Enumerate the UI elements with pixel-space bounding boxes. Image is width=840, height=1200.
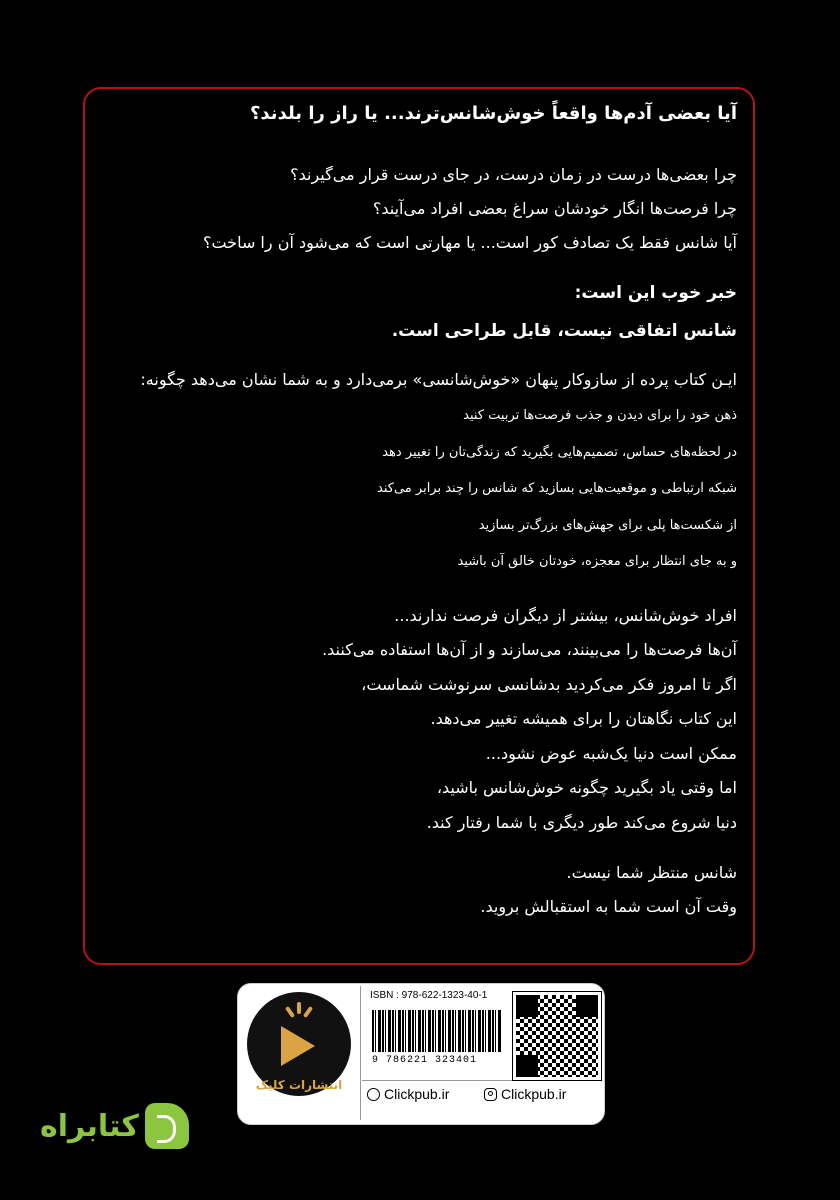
closing-line: شانس منتظر شما نیست.	[566, 863, 737, 882]
benefit-item: ذهن خود را برای دیدن و جذب فرصت‌ها تربیت کنید	[463, 408, 737, 423]
isbn: ISBN : 978-622-1323-40-1	[370, 990, 488, 1001]
question-list	[100, 158, 737, 260]
outro-line: دنیا شروع می‌کند طور دیگری با شما رفتار کند.	[426, 812, 737, 832]
outro-line: اما وقتی یاد بگیرید چگونه خوش‌شانس باشید،	[436, 778, 737, 797]
outro-line: آن‌ها فرصت‌ها را می‌بینند، می‌سازند و از آن‌ها استفاده می‌کنند.	[322, 640, 737, 659]
publisher-logo-text: انتشارات کلیک	[255, 1078, 343, 1092]
headline: آیا بعضی آدم‌ها واقعاً خوش‌شانس‌ترند... یا راز را بلدند؟	[249, 103, 737, 124]
instagram-link[interactable]	[484, 1086, 566, 1102]
ketabrah-text: کتابراه	[40, 1108, 139, 1144]
barcode-icon	[372, 1010, 502, 1052]
globe-icon	[367, 1088, 380, 1101]
good-news-line: شانس اتفاقی نیست، قابل طراحی است.	[391, 321, 737, 341]
benefit-item: و به جای انتظار برای معجزه، خودتان خالق آن باشید	[457, 554, 737, 569]
instagram-icon	[484, 1088, 497, 1101]
play-icon	[281, 1026, 315, 1066]
divider	[360, 986, 361, 1120]
instagram-text: Clickpub.ir	[501, 1086, 567, 1102]
question-line: چرا بعضی‌ها درست در زمان درست، در جای درست قرار می‌گیرند؟	[290, 165, 737, 184]
good-news	[100, 274, 737, 350]
good-news-line: خبر خوب این است:	[574, 283, 737, 303]
benefit-item: از شکست‌ها پلی برای جهش‌های بزرگ‌تر بسازید	[478, 517, 737, 533]
back-cover-text	[100, 100, 737, 924]
ketabrah-watermark	[40, 1103, 189, 1149]
outro-line: افراد خوش‌شانس، بیشتر از دیگران فرصت ندارند...	[394, 605, 737, 625]
benefit-item: در لحظه‌های حساس، تصمیم‌هایی بگیرید که زندگی‌تان را تغییر دهد	[382, 444, 737, 460]
closing-line: وقت آن است شما به استقبالش بروید.	[480, 897, 737, 916]
outro-line: این کتاب نگاهتان را برای همیشه تغییر می‌دهد.	[430, 709, 737, 728]
question-line: آیا شانس فقط یک تصادف کور است... یا مهارتی است که می‌شود آن را ساخت؟	[202, 233, 737, 252]
benefit-list	[100, 398, 737, 581]
benefit-item: شبکه ارتباطی و موقعیت‌هایی بسازید که شانس را چند برابر می‌کند	[377, 481, 737, 496]
question-line: چرا فرصت‌ها انگار خودشان سراغ بعضی افراد می‌آیند؟	[372, 199, 737, 218]
qr-code-icon	[513, 992, 601, 1080]
outro-line: ممکن است دنیا یک‌شبه عوض نشود...	[485, 743, 737, 763]
website-link[interactable]	[367, 1086, 449, 1102]
intro-paragraph: ایـن کتاب پرده از سازوکار پنهان «خوش‌شانسی» برمی‌دارد و به شما نشان می‌دهد چگونه:	[140, 370, 737, 389]
barcode-number: 9 786221 323401	[372, 1055, 478, 1066]
outro-paragraph	[100, 599, 737, 841]
divider	[362, 1080, 600, 1081]
ketabrah-logo-icon	[145, 1103, 189, 1149]
outro-line: اگر تا امروز فکر می‌کردید بدشانسی سرنوشت شماست،	[361, 674, 737, 694]
website-text: Clickpub.ir	[384, 1086, 450, 1102]
closing-lines	[100, 856, 737, 924]
